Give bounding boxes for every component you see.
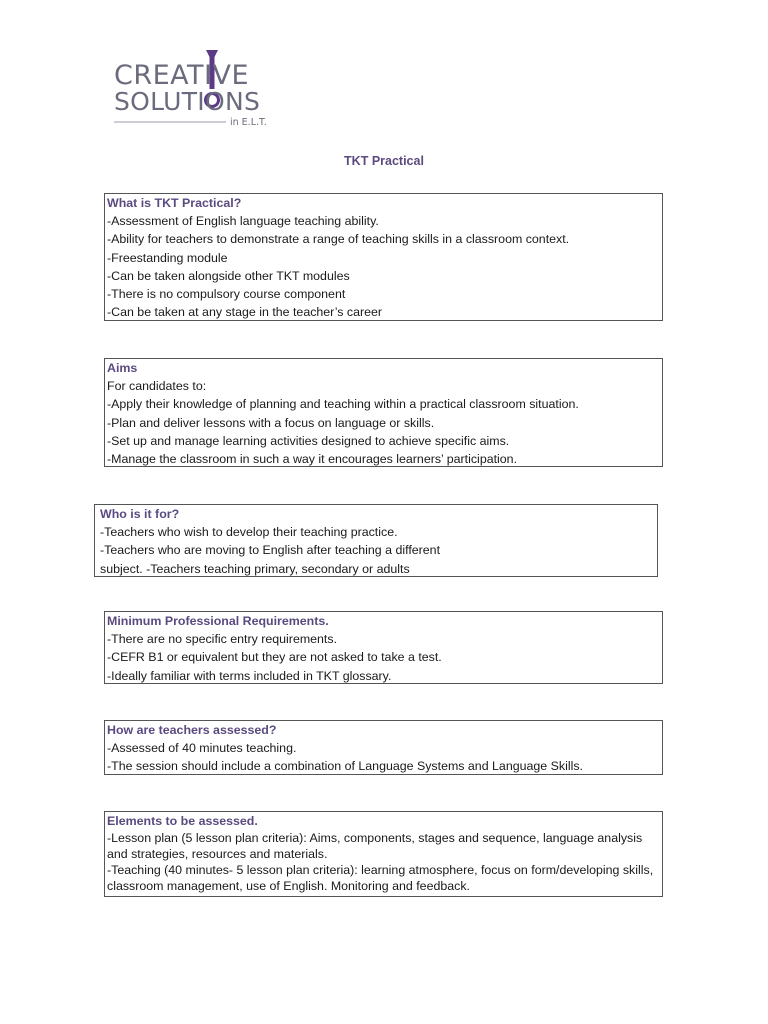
- section-line: For candidates to:: [107, 379, 207, 394]
- section-line: -Manage the classroom in such a way it encourages learners’ participation.: [107, 452, 518, 467]
- section-line: -There are no specific entry requirements.: [107, 632, 338, 647]
- section-what-is-tkt: [104, 193, 663, 321]
- section-how-assessed: [104, 720, 663, 775]
- section-line: -Can be taken at any stage in the teacher’s career: [107, 305, 383, 320]
- company-logo: [112, 46, 280, 130]
- section-heading: Minimum Professional Requirements.: [107, 614, 329, 628]
- section-line: subject. -Teachers teaching primary, secondary or adults: [100, 561, 410, 576]
- section-line: -Plan and deliver lessons with a focus on language or skills.: [107, 415, 435, 430]
- section-line: -Assessed of 40 minutes teaching.: [107, 741, 297, 756]
- section-aims: [104, 358, 663, 467]
- section-line: -Set up and manage learning activities designed to achieve specific aims.: [107, 433, 510, 448]
- logo-accent-top: [206, 50, 218, 58]
- section-elements-assessed: [104, 811, 663, 897]
- section-line: -CEFR B1 or equivalent but they are not asked to take a test.: [107, 650, 442, 665]
- section-line: -Apply their knowledge of planning and teaching within a practical classroom situation.: [107, 397, 579, 412]
- section-line: -Can be taken alongside other TKT modules: [107, 268, 350, 283]
- section-heading: What is TKT Practical?: [107, 196, 242, 210]
- section-line: -The session should include a combination of Language Systems and Language Skills.: [107, 759, 583, 774]
- section-line: -Ability for teachers to demonstrate a range of teaching skills in a classroom context.: [107, 232, 570, 247]
- logo-tagline: in E.L.T.: [230, 117, 267, 128]
- section-who-is-it-for: [94, 504, 658, 577]
- logo-line2: SOLUTIONS: [114, 87, 261, 116]
- logo-line1: CREATIVE: [114, 60, 250, 91]
- logo-graphic: [112, 46, 280, 130]
- section-line: -Teachers who are moving to English after teaching a different: [100, 543, 441, 558]
- section-heading: Who is it for?: [100, 507, 180, 521]
- section-line: -Teachers who wish to develop their teaching practice.: [100, 525, 398, 540]
- section-paragraph: -Lesson plan (5 lesson plan criteria): Aims, components, stages and sequence, language analysis and strategies, resources and materials.: [107, 831, 643, 862]
- page-title: TKT Practical: [344, 154, 424, 168]
- section-heading: Aims: [107, 361, 138, 375]
- section-line: -There is no compulsory course component: [107, 287, 346, 302]
- section-line: -Ideally familiar with terms included in TKT glossary.: [107, 668, 392, 683]
- section-minimum-requirements: [104, 611, 663, 684]
- section-paragraph: -Teaching (40 minutes- 5 lesson plan criteria): learning atmosphere, focus on form/developing skills, classroom management, use of English. Monitoring and feedback.: [107, 863, 654, 894]
- section-heading: Elements to be assessed.: [107, 814, 258, 828]
- section-line: -Freestanding module: [107, 250, 228, 265]
- section-line: -Assessment of English language teaching ability.: [107, 214, 379, 229]
- section-heading: How are teachers assessed?: [107, 723, 277, 737]
